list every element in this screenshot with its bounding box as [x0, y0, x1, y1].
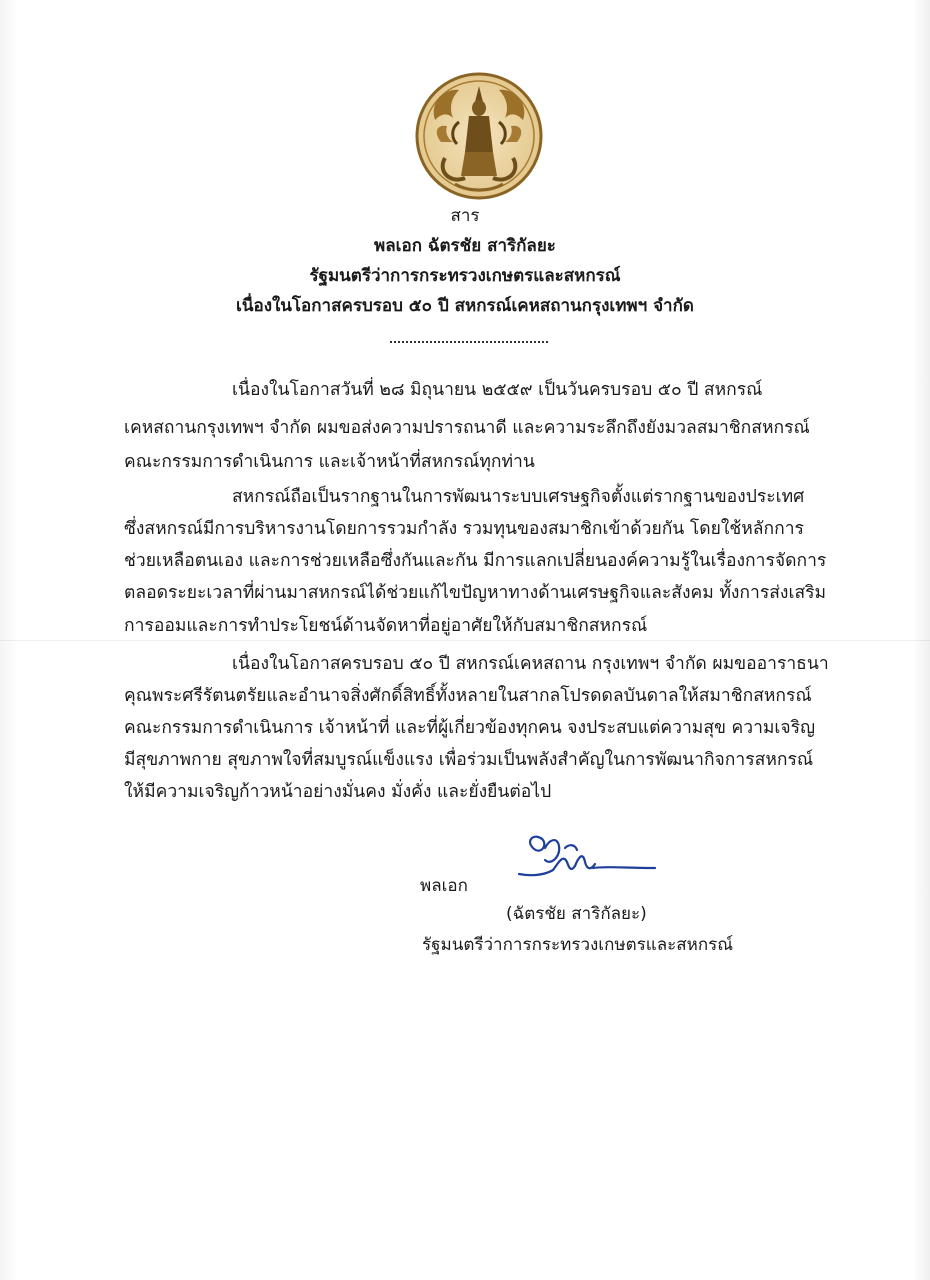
paragraph-2-line-4: ตลอดระยะเวลาที่ผ่านมาสหกรณ์ได้ช่วยแก้ไขปัญหาทางด้านเศรษฐกิจและสังคม ทั้งการส่งเสริม: [124, 583, 827, 603]
signatory-name: (ฉัตรชัย สาริกัลยะ): [506, 904, 647, 924]
paragraph-3-line-4: มีสุขภาพกาย สุขภาพใจที่สมบูรณ์แข็งแรง เพื่อร่วมเป็นพลังสำคัญในการพัฒนากิจการสหกรณ์: [124, 750, 814, 770]
paragraph-3-line-3: คณะกรรมการดำเนินการ เจ้าหน้าที่ และที่ผู้เกี่ยวข้องทุกคน จงประสบแต่ความสุข ความเจริญ: [124, 718, 815, 738]
ministry-seal-icon: [415, 72, 543, 200]
paragraph-1-line-3: คณะกรรมการดำเนินการ และเจ้าหน้าที่สหกรณ์ทุกท่าน: [124, 452, 535, 472]
paper-fold-line: [0, 640, 930, 641]
paragraph-2-line-2: ซึ่งสหกรณ์มีการบริหารงานโดยการรวมกำลัง รวมทุนของสมาชิกเข้าด้วยกัน โดยใช้หลักการ: [124, 519, 804, 539]
paragraph-3-line-1: เนื่องในโอกาสครบรอบ ๕๐ ปี สหกรณ์เคหสถาน กรุงเทพฯ จำกัด ผมขออาราธนา: [232, 654, 829, 674]
paragraph-2-line-1: สหกรณ์ถือเป็นรากฐานในการพัฒนาระบบเศรษฐกิจตั้งแต่รากฐานของประเทศ: [232, 487, 805, 507]
paragraph-3-line-5: ให้มีความเจริญก้าวหน้าอย่างมั่นคง มั่งคั่ง และยั่งยืนต่อไป: [124, 782, 552, 802]
handwritten-signature-icon: [505, 826, 665, 896]
paragraph-3-line-2: คุณพระศรีรัตนตรัยและอำนาจสิ่งศักดิ์สิทธิ์ทั้งหลายในสากลโปรดดลบันดาลให้สมาชิกสหกรณ์: [124, 686, 812, 706]
paragraph-1-line-1: เนื่องในโอกาสวันที่ ๒๘ มิถุนายน ๒๕๕๙ เป็นวันครบรอบ ๕๐ ปี สหกรณ์: [232, 380, 763, 400]
letter-occasion: เนื่องในโอกาสครบรอบ ๕๐ ปี สหกรณ์เคหสถานกรุงเทพฯ จำกัด: [236, 296, 694, 316]
author-position: รัฐมนตรีว่าการกระทรวงเกษตรและสหกรณ์: [309, 266, 621, 286]
dotted-divider: [390, 341, 548, 343]
signatory-title: รัฐมนตรีว่าการกระทรวงเกษตรและสหกรณ์: [422, 935, 734, 955]
letter-label: สาร: [450, 206, 480, 226]
author-name: พลเอก ฉัตรชัย สาริกัลยะ: [374, 236, 556, 256]
signatory-rank: พลเอก: [420, 876, 468, 896]
paragraph-1-line-2: เคหสถานกรุงเทพฯ จำกัด ผมขอส่งความปรารถนาดี และความระลึกถึงยังมวลสมาชิกสหกรณ์: [124, 418, 810, 438]
paragraph-2-line-3: ช่วยเหลือตนเอง และการช่วยเหลือซึ่งกันและกัน มีการแลกเปลี่ยนองค์ความรู้ในเรื่องการจัดการ: [124, 551, 827, 571]
paragraph-2-line-5: การออมและการทำประโยชน์ด้านจัดหาที่อยู่อาศัยให้กับสมาชิกสหกรณ์: [124, 616, 648, 636]
